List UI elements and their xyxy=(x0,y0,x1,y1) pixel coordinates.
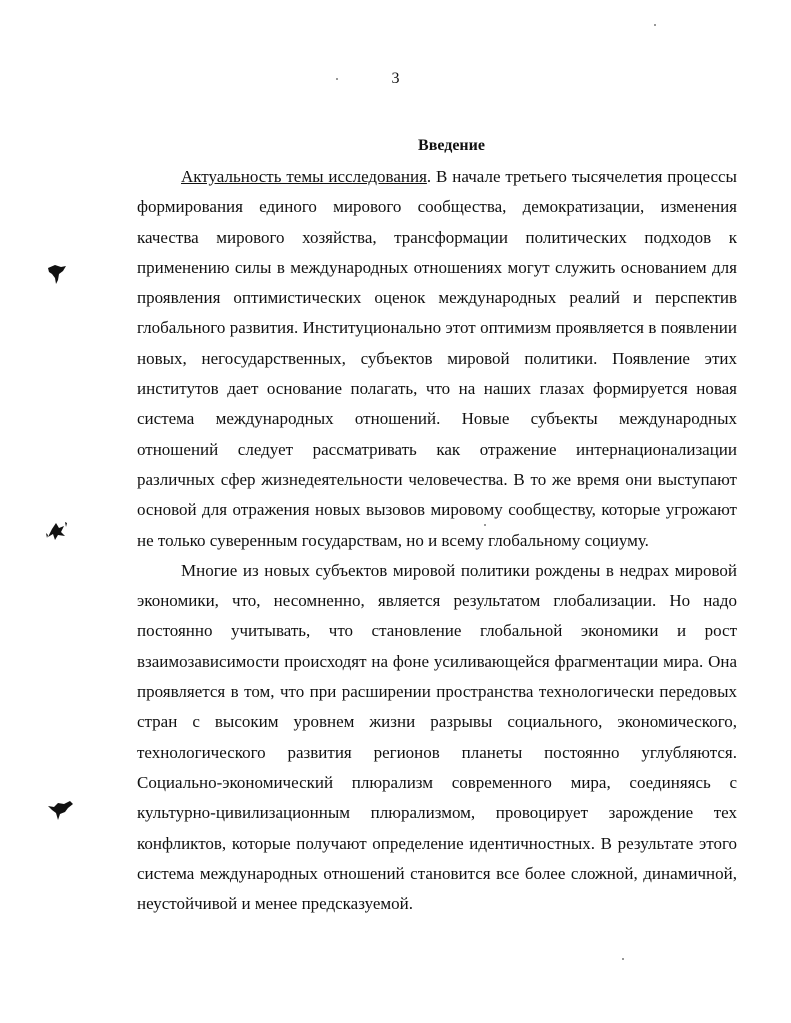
ink-blot-mark xyxy=(46,262,68,286)
page-number: 3 xyxy=(391,70,400,87)
ink-blot-mark xyxy=(44,519,70,543)
ink-blot-mark xyxy=(46,798,76,822)
scan-speck xyxy=(484,524,486,526)
paragraph-2-text: Многие из новых субъектов мировой политики рождены в недрах мировой экономики, что, несомненно, является результатом глобализации. Но надо постоянно учитывать, что становление глобальной экономики и рост взаимозависимости происходят на фоне усиливающейся фрагментации мира. Она проявляется в том, что при расширении пространства технологически передовых стран с высоким уровнем жизни разрывы социального, экономического, технологического развития регионов планеты постоянно углубляются. Социально-экономический плюрализм современного мира, соединяясь с культурно-цивилизационным плюрализмом, провоцирует зарождение тех конфликтов, которые получают определение идентичностных. В результате этого система международных отношений становится все более сложной, динамичной, неустойчивой и менее предсказуемой. xyxy=(137,560,737,914)
section-heading: Введение xyxy=(418,137,485,154)
scan-speck xyxy=(622,958,624,960)
paragraph-2 xyxy=(137,556,737,920)
paragraph-1-text: . В начале третьего тысячелетия процессы формирования единого мирового сообщества, демократизации, изменения качества мирового хозяйства, трансформации политических подходов к применению силы в международных отношениях могут служить основанием для проявления оптимистических оценок международных реалий и перспектив глобального развития. Институционально этот оптимизм проявляется в появлении новых, негосударственных, субъектов мировой политики. Появление этих институтов дает основание полагать, что на наших глазах формируется новая система международных отношений. Новые субъекты международных отношений следует рассматривать как отражение интернационализации различных сфер жизнедеятельности человечества. В то же время они выступают основой для отражения новых вызовов мировому сообществу, которые угрожают не только суверенным государствам, но и всему глобальному социуму. xyxy=(137,167,737,550)
paragraph-1-lead: Актуальность темы исследования xyxy=(181,167,427,186)
scan-speck xyxy=(336,78,338,80)
paragraph-1 xyxy=(137,162,737,556)
scan-speck xyxy=(654,24,656,26)
body-text xyxy=(137,162,737,919)
